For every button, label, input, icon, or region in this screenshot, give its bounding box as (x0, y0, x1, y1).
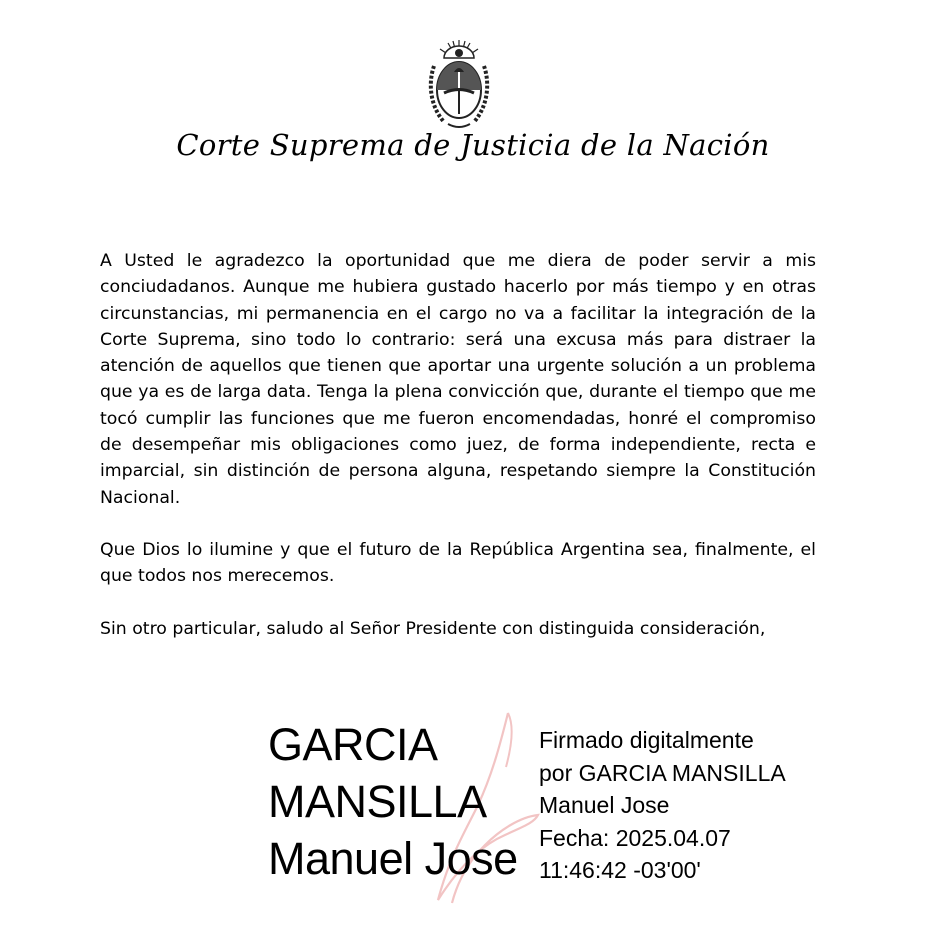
paragraph-main: A Usted le agradezco la oportunidad que me diera de poder servir a mis conciudadanos. Aunque me hubiera gustado hacerlo por más tiempo y en otras circunstancias, mi permanencia en el cargo no va a facilitar la integración de la Corte Suprema, sino todo lo contrario: será una excusa más para distraer la atención de aquellos que tienen que aportar una urgente solución a un problema que ya es de larga data. Tenga la plena convicción que, durante el tiempo que me tocó cumplir las funciones que me fueron encomendadas, honré el compromiso de desempeñar mis obligaciones como juez, de forma independiente, recta e imparcial, sin distinción de persona alguna, respetando siempre la Constitución Nacional. (100, 251, 816, 508)
signature-detail-line: por GARCIA MANSILLA (539, 759, 786, 786)
paragraph-blessing: Que Dios lo ilumine y que el futuro de la República Argentina sea, finalmente, el que todos nos merecemos. (100, 539, 816, 587)
signature-name-line: GARCIA (268, 719, 438, 770)
signature-details (539, 724, 786, 887)
signature-name (268, 716, 538, 887)
paragraph-closing: Sin otro particular, saludo al Señor Presidente con distinguida consideración, (100, 618, 766, 639)
signature-detail-line: Firmado digitalmente (539, 727, 754, 753)
letter-body (100, 248, 816, 668)
signature-name-line: MANSILLA (268, 776, 487, 827)
signature-detail-line: Fecha: 2025.04.07 (539, 824, 731, 851)
institution-title: Corte Suprema de Justicia de la Nación (176, 128, 770, 162)
signature-detail-line: Manuel Jose (539, 792, 670, 818)
signature-detail-line: 11:46:42 -03'00' (539, 857, 701, 883)
signature-name-line: Manuel Jose (268, 833, 518, 884)
coat-of-arms-seal (424, 38, 494, 130)
